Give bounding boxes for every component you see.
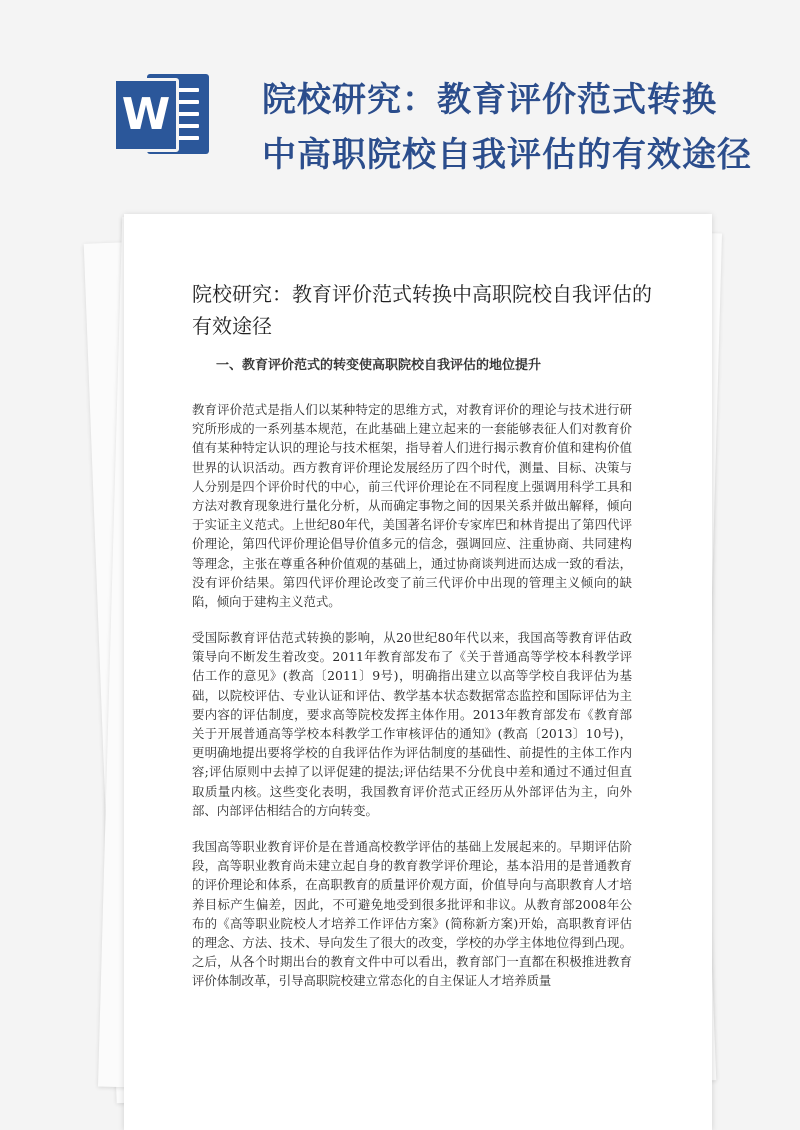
- header-title-line-2: 中高职院校自我评估的有效途径: [262, 135, 752, 175]
- paragraph-1: 教育评价范式是指人们以某种特定的思维方式，对教育评价的理论与技术进行研究所形成的一系列基本规范，在此基础上建立起来的一套能够表征人们对教育价值有某种特定认识的理论与技术框架，指导着人们进行揭示教育价值和建构价值世界的认识活动。西方教育评价理论发展经历了四个时代，测量、目标、决策与人分别是四个评价时代的中心，前三代评价理论在不同程度上强调用科学工具和方法对教育现象进行量化分析，从而确定事物之间的因果关系并做出解释，倾向于实证主义范式。上世纪80年代，美国著名评价专家库巴和林肯提出了第四代评价理论，第四代评价理论倡导价值多元的信念，强调回应、注重协商、共同建构等理念，主张在尊重各种价值观的基础上，通过协商谈判进而达成一致的看法，没有评价结果。第四代评价理论改变了前三代评价中出现的管理主义倾向的缺陷，倾向于建构主义范式。: [192, 402, 632, 610]
- paragraph-2: 受国际教育评估范式转换的影响，从20世纪80年代以来，我国高等教育评估政策导向不断发生着改变。2011年教育部发布了《关于普通高等学校本科教学评估工作的意见》(教高〔2011〕9号)，明确指出建立以高等学校自我评估为基础，以院校评估、专业认证和评估、教学基本状态数据常态监控和国际评估为主要内容的评估制度，要求高等院校发挥主体作用。2013年教育部发布《教育部关于开展普通高等学校本科教学工作审核评估的通知》(教高〔2013〕10号)，更明确地提出要将学校的自我评估作为评估制度的基础性、前提性的主体工作内容;评估原则中去掉了以评促建的提法;评估结果不分优良中差和通过不通过但直取质量内核。这些变化表明，我国教育评价范式正经历从外部评估为主，向外部、内部评估相结合的方向转变。: [192, 630, 632, 818]
- header: [0, 0, 800, 215]
- paragraph-3: 我国高等职业教育评价是在普通高校教学评估的基础上发展起来的。早期评估阶段，高等职业教育尚未建立起自身的教育教学评价理论，基本沿用的是普通教育的评价理论和体系，在高职教育的质量评价观方面，价值导向与高职教育人才培养目标产生偏差，因此，不可避免地受到很多批评和非议。从教育部2008年公布的《高等职业院校人才培养工作评估方案》(简称新方案)开始，高职教育评估的理念、方法、技术、导向发生了很大的改变，学校的办学主体地位得到凸现。之后，从各个时期出台的教育文件中可以看出，教育部门一直都在积极推进教育评价体制改革，引导高职院校建立常态化的自主保证人才培养质量: [192, 839, 632, 989]
- word-document-icon: [107, 68, 213, 160]
- word-letter-tile: W: [113, 78, 179, 152]
- section-heading: 一、教育评价范式的转变使高职院校自我评估的地位提升: [216, 358, 542, 373]
- document-title: 院校研究：教育评价范式转换中高职院校自我评估的有效途径: [192, 282, 652, 338]
- header-title-line-1: 院校研究：教育评价范式转换: [262, 80, 717, 120]
- document-page: [124, 214, 712, 1130]
